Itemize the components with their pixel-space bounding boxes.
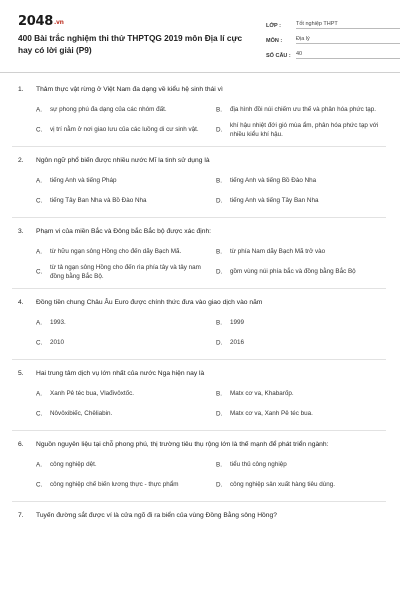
- option-text: địa hình đồi núi chiếm ưu thế và phân hóa phức tạp.: [230, 106, 377, 114]
- answer-options: [18, 455, 386, 495]
- option-letter: C.: [36, 126, 43, 134]
- option-text: vị trí nằm ở nơi giao lưu của các luồng di cư sinh vật.: [50, 126, 199, 134]
- info-value: Địa lý: [296, 36, 400, 44]
- answer-option[interactable]: [216, 191, 386, 211]
- option-letter: C.: [36, 481, 43, 489]
- option-letter: A.: [36, 106, 42, 114]
- option-letter: A.: [36, 177, 42, 185]
- answer-options: [18, 384, 386, 424]
- logo-text: 2048: [18, 14, 53, 29]
- question-number: 3.: [18, 228, 24, 235]
- answer-options: [18, 242, 386, 282]
- option-text: sự phong phú đa dạng của các nhóm đất.: [50, 106, 167, 114]
- question-stem: Thảm thực vật rừng ở Việt Nam đa dạng về kiểu hệ sinh thái vì: [36, 86, 223, 93]
- info-label: LỚP :: [266, 23, 281, 29]
- option-letter: B.: [216, 177, 222, 185]
- answer-option[interactable]: [36, 242, 206, 262]
- answer-options: [18, 313, 386, 353]
- question-separator: [12, 288, 386, 289]
- option-text: Matx cơ va, Xanh Pê téc bua.: [230, 410, 313, 418]
- question-stem: Tuyến đường sắt được ví là cửa ngõ đi ra biển của vùng Đồng Bằng sông Hồng?: [36, 512, 277, 519]
- document-header: [14, 0, 386, 66]
- option-text: từ phía Nam dãy Bạch Mã trở vào: [230, 248, 326, 256]
- option-letter: B.: [216, 461, 222, 469]
- logo-suffix: .vn: [53, 19, 64, 26]
- answer-option[interactable]: [216, 475, 386, 495]
- question-stem: Phạm vi của miền Bắc và Đông bắc Bắc bộ được xác định:: [36, 228, 212, 235]
- question-separator: [12, 217, 386, 218]
- answer-option[interactable]: [216, 404, 386, 424]
- question-list: [18, 84, 386, 521]
- option-letter: D.: [216, 481, 223, 489]
- answer-option[interactable]: [36, 404, 206, 424]
- option-text: tiếng Anh và tiếng Bồ Đào Nha: [230, 177, 317, 185]
- option-text: từ hữu ngạn sông Hồng cho đến dãy Bạch Mã.: [50, 248, 182, 256]
- info-label: MÔN :: [266, 38, 283, 44]
- option-letter: C.: [36, 410, 43, 418]
- question-text: [18, 84, 386, 95]
- info-value: 40: [296, 51, 400, 59]
- question-item: [18, 439, 386, 495]
- answer-option[interactable]: [36, 455, 206, 475]
- option-text: 2016: [230, 339, 245, 347]
- question-number: 7.: [18, 512, 24, 519]
- answer-option[interactable]: [216, 262, 386, 282]
- option-text: tiếng Tây Ban Nha và Bồ Đào Nha: [50, 197, 147, 205]
- question-text: [18, 510, 386, 521]
- answer-option[interactable]: [216, 100, 386, 120]
- option-text: Matx cơ va, Khabarốp.: [230, 390, 294, 398]
- question-stem: Hai trung tâm dịch vụ lớn nhất của nước Nga hiện nay là: [36, 370, 205, 377]
- option-text: công nghiệp sản xuất hàng tiêu dùng.: [230, 481, 336, 489]
- question-item: [18, 84, 386, 140]
- option-text: gồm vùng núi phía bắc và đồng bằng Bắc Bộ: [230, 268, 356, 276]
- option-letter: A.: [36, 461, 42, 469]
- question-number: 6.: [18, 441, 24, 448]
- question-text: [18, 368, 386, 379]
- option-letter: B.: [216, 319, 222, 327]
- option-text: 1993.: [50, 319, 66, 327]
- question-item: [18, 297, 386, 353]
- option-text: tiếng Anh và tiếng Tây Ban Nha: [230, 197, 319, 205]
- question-item: [18, 155, 386, 211]
- info-label: SỐ CÂU :: [266, 53, 291, 59]
- option-text: từ tả ngạn sông Hồng cho đến rìa phía tây và tây nam đồng bằng Bắc Bộ.: [50, 263, 201, 280]
- answer-option[interactable]: [216, 171, 386, 191]
- answer-option[interactable]: [216, 242, 386, 262]
- question-number: 1.: [18, 86, 24, 93]
- document-info-box: [266, 14, 400, 59]
- question-text: [18, 297, 386, 308]
- question-item: [18, 226, 386, 282]
- info-row-subject: [266, 29, 400, 44]
- answer-option[interactable]: [36, 475, 206, 495]
- option-letter: D.: [216, 268, 223, 276]
- answer-option[interactable]: [36, 384, 206, 404]
- option-letter: A.: [36, 319, 42, 327]
- question-number: 5.: [18, 370, 24, 377]
- option-letter: D.: [216, 197, 223, 205]
- question-stem: Ngôn ngữ phổ biến được nhiều nước Mĩ la tinh sử dụng là: [36, 157, 210, 164]
- question-separator: [12, 501, 386, 502]
- document-title: 400 Bài trắc nghiệm thi thử THPTQG 2019 môn Địa lí cực hay có lời giải (P9): [18, 33, 243, 55]
- option-letter: A.: [36, 390, 42, 398]
- option-text: Xanh Pê téc bua, Vlađivôxtốc.: [50, 390, 135, 398]
- option-letter: C.: [36, 339, 43, 347]
- answer-option[interactable]: [36, 100, 206, 120]
- question-text: [18, 439, 386, 450]
- header-divider: [0, 72, 400, 73]
- option-letter: D.: [216, 339, 223, 347]
- site-logo[interactable]: [18, 14, 64, 29]
- answer-option[interactable]: [36, 262, 206, 282]
- option-letter: A.: [36, 248, 42, 256]
- question-separator: [12, 146, 386, 147]
- answer-option[interactable]: [36, 191, 206, 211]
- info-row-question-count: [266, 44, 400, 59]
- option-text: 1999: [230, 319, 245, 327]
- option-letter: B.: [216, 248, 222, 256]
- answer-options: [18, 171, 386, 211]
- option-text: tiếng Anh và tiếng Pháp: [50, 177, 117, 185]
- question-separator: [12, 359, 386, 360]
- question-separator: [12, 430, 386, 431]
- option-text: công nghiệp chế biến lương thực - thực phẩm: [50, 481, 179, 489]
- answer-option[interactable]: [216, 333, 386, 353]
- question-text: [18, 155, 386, 166]
- option-letter: B.: [216, 390, 222, 398]
- option-letter: B.: [216, 106, 222, 114]
- question-item: [18, 510, 386, 521]
- answer-option[interactable]: [216, 313, 386, 333]
- question-number: 4.: [18, 299, 24, 306]
- option-text: khí hậu nhiệt đới gió mùa ẩm, phân hóa phức tạp với nhiều kiểu khí hậu.: [230, 121, 379, 138]
- option-letter: C.: [36, 197, 43, 205]
- option-text: công nghiệp dệt.: [50, 461, 97, 469]
- question-item: [18, 368, 386, 424]
- answer-option[interactable]: [36, 333, 206, 353]
- question-number: 2.: [18, 157, 24, 164]
- answer-option[interactable]: [36, 313, 206, 333]
- option-letter: D.: [216, 410, 223, 418]
- question-text: [18, 226, 386, 237]
- option-letter: D.: [216, 126, 223, 134]
- info-value: Tốt nghiệp THPT: [296, 21, 400, 29]
- info-row-class: [266, 14, 400, 29]
- option-letter: C.: [36, 268, 43, 276]
- answer-option[interactable]: [36, 120, 206, 140]
- question-stem: Nguồn nguyên liệu tại chỗ phong phú, thị trường tiêu thụ rộng lớn là thế mạnh để phát triển ngành:: [36, 441, 329, 448]
- answer-option[interactable]: [216, 455, 386, 475]
- question-stem: Đồng tiền chung Châu Âu Euro được chính thức đưa vào giao dịch vào năm: [36, 299, 263, 306]
- answer-option[interactable]: [216, 120, 386, 140]
- option-text: Nôvôxibiếc, Chêliabin.: [50, 410, 113, 418]
- answer-options: [18, 100, 386, 140]
- option-text: 2010: [50, 339, 65, 347]
- answer-option[interactable]: [36, 171, 206, 191]
- option-text: tiểu thủ công nghiệp: [230, 461, 287, 469]
- answer-option[interactable]: [216, 384, 386, 404]
